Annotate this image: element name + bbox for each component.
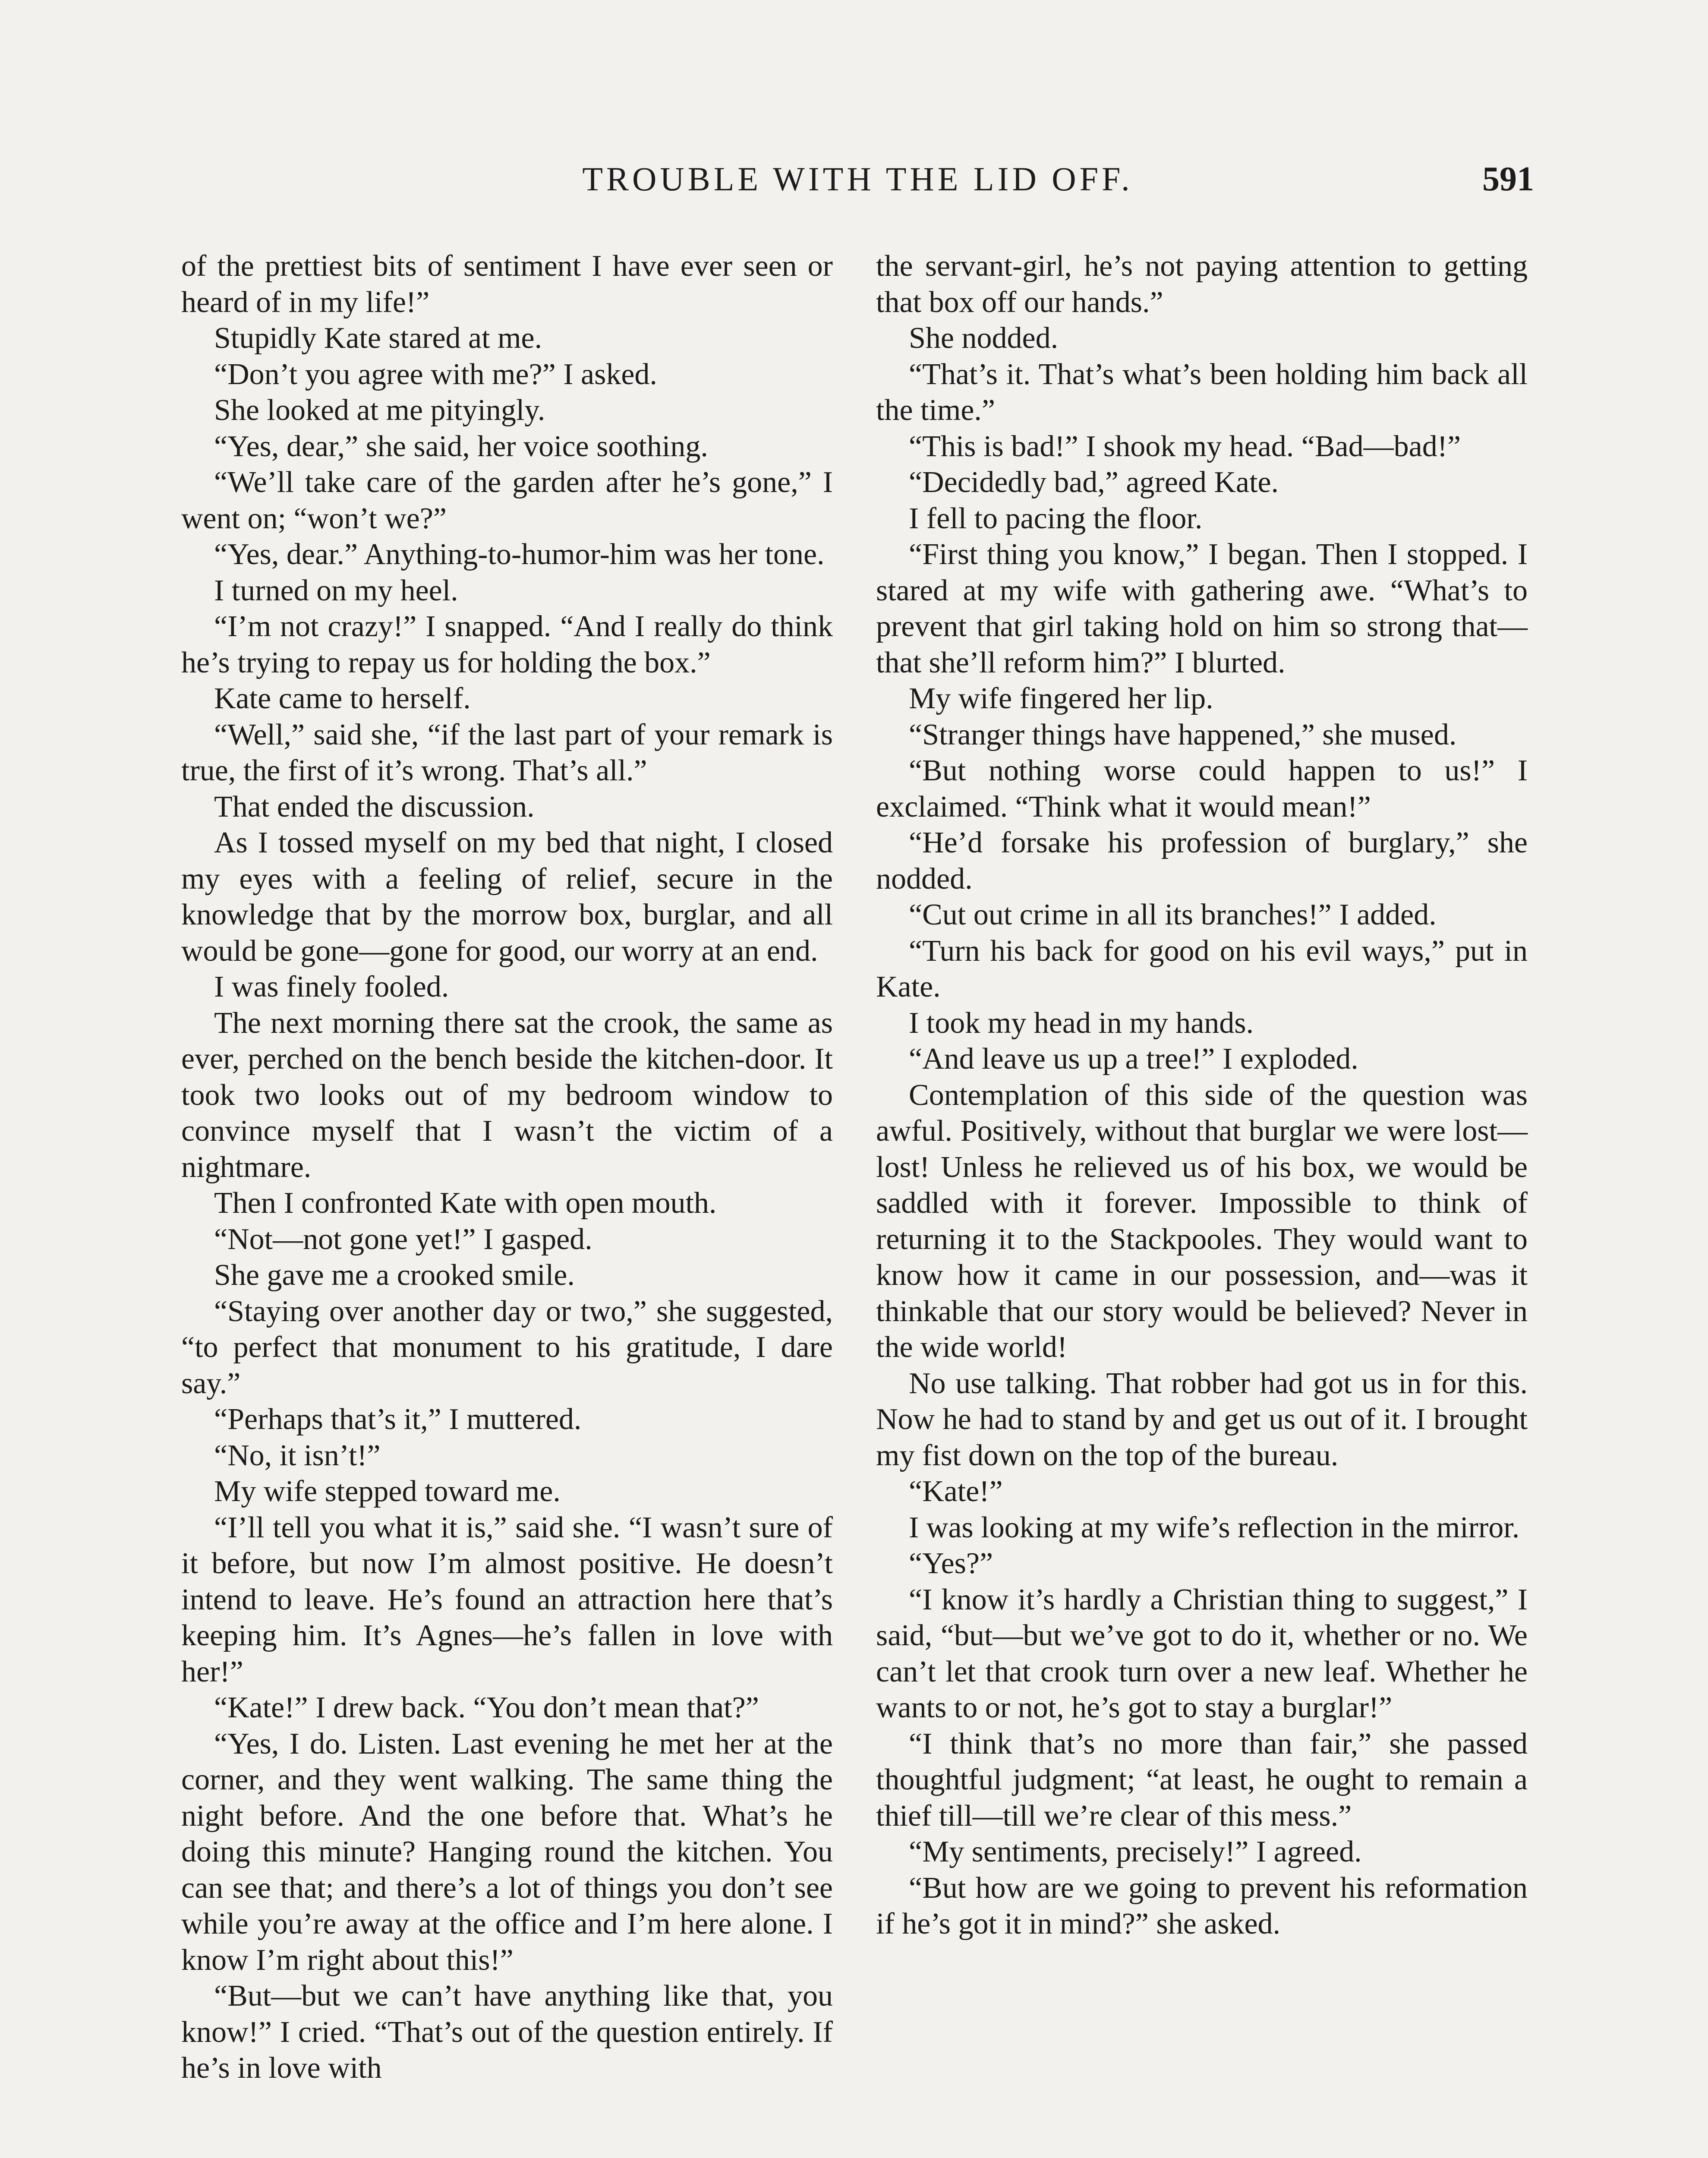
paragraph: I was looking at my wife’s reflection in the mirror.: [909, 1511, 1520, 1544]
paragraph: Stupidly Kate stared at me.: [214, 322, 542, 355]
paragraph: “That’s it. That’s what’s been holding him back all the time.”: [876, 357, 1528, 427]
paragraph: I took my head in my hands.: [909, 1006, 1254, 1040]
paragraph: “I’m not crazy!” I snapped. “And I really do think he’s trying to repay us for holding the box.”: [181, 610, 833, 679]
paragraph: “Yes, I do. Listen. Last evening he met her at the corner, and they went walking. The same thing the night before. And the one before that. What’s he doing this minute? Hanging round the kitchen. You can see that; and there’s a lot of things you don’t see while you’re away at the office and I’m here alone. I know I’m right about this!”: [181, 1727, 833, 1977]
running-title: TROUBLE WITH THE LID OFF.: [582, 160, 1133, 198]
paragraph: “Decidedly bad,” agreed Kate.: [909, 466, 1279, 499]
paragraph: My wife fingered her lip.: [909, 682, 1213, 715]
paragraph: That ended the discussion.: [214, 790, 535, 823]
left-column: [181, 248, 833, 2086]
paragraph: The next morning there sat the crook, the same as ever, perched on the bench beside the kitchen-door. It took two looks out of my bedroom window to convince myself that I wasn’t the victim of a nightmare.: [181, 1006, 833, 1184]
paragraph: “But how are we going to prevent his reformation if he’s got it in mind?” she asked.: [876, 1871, 1528, 1940]
paragraph: “He’d forsake his profession of burglary,” she nodded.: [876, 826, 1528, 896]
paragraph: Kate came to herself.: [214, 682, 471, 715]
paragraph: Then I confronted Kate with open mouth.: [214, 1186, 717, 1220]
right-column: [876, 248, 1528, 1942]
paragraph: “I know it’s hardly a Christian thing to suggest,” I said, “but—but we’ve got to do it, whether or no. We can’t let that crook turn over a new leaf. Whether he wants to or not, he’s got to stay a burglar!”: [876, 1583, 1528, 1724]
paragraph: of the prettiest bits of sentiment I have ever seen or heard of in my life!”: [181, 249, 833, 319]
paragraph: She looked at me pityingly.: [214, 394, 545, 427]
paragraph: “This is bad!” I shook my head. “Bad—bad!”: [909, 429, 1461, 463]
paragraph: Contemplation of this side of the question was awful. Positively, without that burglar we were lost—lost! Unless he relieved us of his box, we would be saddled with it forever. Impossible to think of returning it to the Stackpooles. They would want to know how it came in our possession, and—was it thinkable that our story would be believed? Never in the wide world!: [876, 1078, 1528, 1364]
paragraph: “Kate!” I drew back. “You don’t mean that?”: [214, 1691, 759, 1724]
paragraph: “Kate!”: [909, 1475, 1003, 1508]
paragraph: She nodded.: [909, 322, 1059, 355]
paragraph: “I’ll tell you what it is,” said she. “I wasn’t sure of it before, but now I’m almost positive. He doesn’t intend to leave. He’s found an attraction here that’s keeping him. It’s Agnes—he’s fallen in love with her!”: [181, 1511, 833, 1688]
paragraph: As I tossed myself on my bed that night, I closed my eyes with a feeling of relief, secure in the knowledge that by the morrow box, burglar, and all would be gone—gone for good, our worry at an end.: [181, 826, 833, 968]
paragraph: I fell to pacing the floor.: [909, 502, 1203, 535]
paragraph: “Don’t you agree with me?” I asked.: [214, 357, 657, 391]
paragraph: “Perhaps that’s it,” I muttered.: [214, 1403, 582, 1436]
paragraph: “Turn his back for good on his evil ways,” put in Kate.: [876, 934, 1528, 1003]
running-header: [181, 160, 1534, 216]
paragraph: “Well,” said she, “if the last part of your remark is true, the first of it’s wrong. That’s all.”: [181, 718, 833, 787]
paragraph: “Yes?”: [909, 1547, 993, 1580]
paragraph: “And leave us up a tree!” I exploded.: [909, 1042, 1358, 1076]
paragraph: “My sentiments, precisely!” I agreed.: [909, 1835, 1362, 1868]
paragraph: “Not—not gone yet!” I gasped.: [214, 1222, 592, 1256]
paragraph: “I think that’s no more than fair,” she passed thoughtful judgment; “at least, he ought to remain a thief till—till we’re clear of this mess.”: [876, 1727, 1528, 1833]
paragraph: I turned on my heel.: [214, 574, 458, 607]
paragraph: “Stranger things have happened,” she mused.: [909, 718, 1457, 751]
paragraph: “Staying over another day or two,” she suggested, “to perfect that monument to his gratitude, I dare say.”: [181, 1294, 833, 1400]
paragraph: No use talking. That robber had got us in for this. Now he had to stand by and get us out of it. I brought my fist down on the top of the bureau.: [876, 1366, 1528, 1472]
paragraph: She gave me a crooked smile.: [214, 1259, 575, 1292]
paragraph: I was finely fooled.: [214, 970, 449, 1003]
paragraph: “First thing you know,” I began. Then I stopped. I stared at my wife with gathering awe. “What’s to prevent that girl taking hold on him so strong that—that she’ll reform him?” I blurted.: [876, 538, 1528, 679]
paragraph: “But—but we can’t have anything like that, you know!” I cried. “That’s out of the question entirely. If he’s in love with: [181, 1979, 833, 2085]
paragraph: the servant-girl, he’s not paying attention to getting that box off our hands.”: [876, 249, 1528, 319]
paragraph: My wife stepped toward me.: [214, 1475, 561, 1508]
paragraph: “Cut out crime in all its branches!” I added.: [909, 898, 1437, 931]
paragraph: “No, it isn’t!”: [214, 1439, 381, 1472]
paragraph: “Yes, dear,” she said, her voice soothing.: [214, 429, 708, 463]
page-number: 591: [1482, 160, 1534, 198]
paragraph: “But nothing worse could happen to us!” I exclaimed. “Think what it would mean!”: [876, 754, 1528, 823]
paragraph: “We’ll take care of the garden after he’s gone,” I went on; “won’t we?”: [181, 466, 833, 535]
paragraph: “Yes, dear.” Anything-to-humor-him was her tone.: [214, 538, 825, 571]
